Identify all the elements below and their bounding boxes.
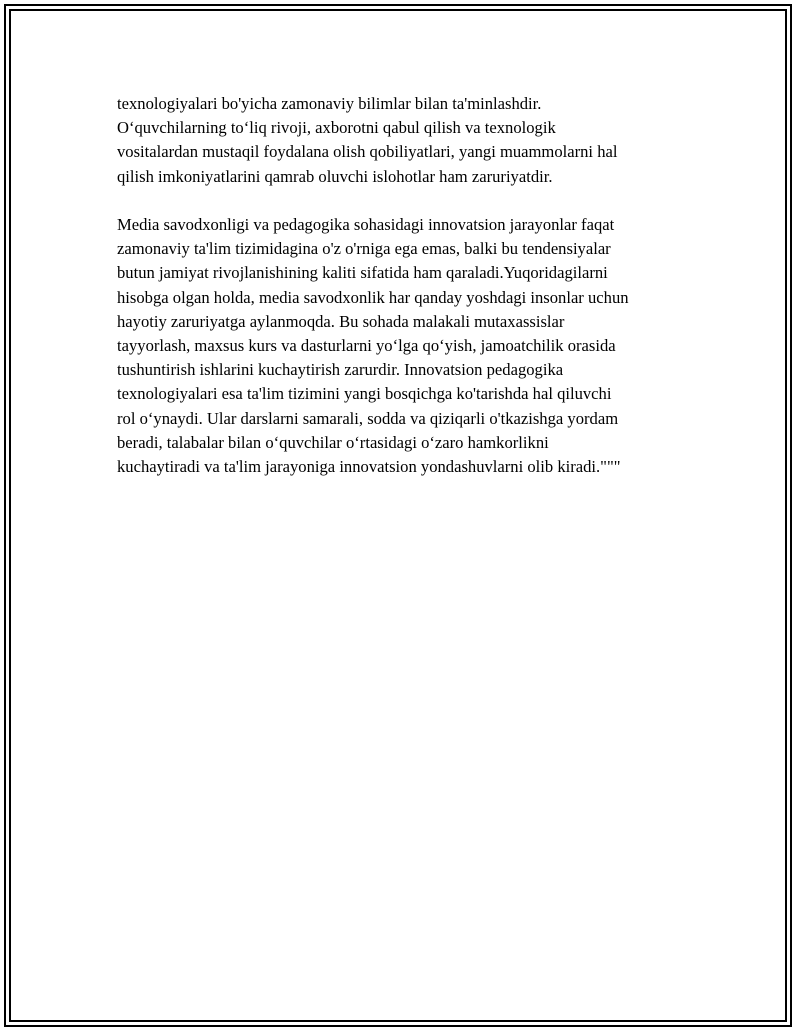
document-body bbox=[117, 92, 687, 479]
paragraph-2 bbox=[117, 213, 687, 479]
text-line: qilish imkoniyatlarini qamrab oluvchi islohotlar ham zaruriyatdir. bbox=[117, 166, 553, 186]
text-line: tushuntirish ishlarini kuchaytirish zarurdir. Innovatsion pedagogika bbox=[117, 360, 564, 380]
text-line: texnologiyalari esa ta'lim tizimini yangi bosqichga ko'tarishda hal qiluvchi bbox=[117, 384, 612, 404]
text-line: hayotiy zaruriyatga aylanmoqda. Bu sohada malakali mutaxassislar bbox=[117, 311, 565, 331]
text-line: butun jamiyat rivojlanishining kaliti sifatida ham qaraladi.Yuqoridagilarni bbox=[117, 263, 608, 283]
paragraph-1 bbox=[117, 92, 687, 189]
text-line: O‘quvchilarning to‘liq rivoji, axborotni qabul qilish va texnologik bbox=[117, 118, 556, 138]
text-line: tayyorlash, maxsus kurs va dasturlarni yo‘lga qo‘yish, jamoatchilik orasida bbox=[117, 336, 616, 356]
text-line: kuchaytiradi va ta'lim jarayoniga innovatsion yondashuvlarni olib kiradi.""" bbox=[117, 457, 621, 477]
text-line: hisobga olgan holda, media savodxonlik har qanday yoshdagi insonlar uchun bbox=[117, 287, 629, 307]
text-line: rol o‘ynaydi. Ular darslarni samarali, sodda va qiziqarli o'tkazishga yordam bbox=[117, 408, 619, 428]
text-line: vositalardan mustaqil foydalana olish qobiliyatlari, yangi muammolarni hal bbox=[117, 142, 618, 162]
text-line: zamonaviy ta'lim tizimidagina o'z o'rniga ega emas, balki bu tendensiyalar bbox=[117, 239, 611, 259]
text-line: beradi, talabalar bilan o‘quvchilar o‘rtasidagi o‘zaro hamkorlikni bbox=[117, 432, 549, 452]
text-line: Media savodxonligi va pedagogika sohasidagi innovatsion jarayonlar faqat bbox=[117, 215, 615, 234]
text-line: texnologiyalari bo'yicha zamonaviy bilimlar bilan ta'minlashdir. bbox=[117, 94, 542, 113]
